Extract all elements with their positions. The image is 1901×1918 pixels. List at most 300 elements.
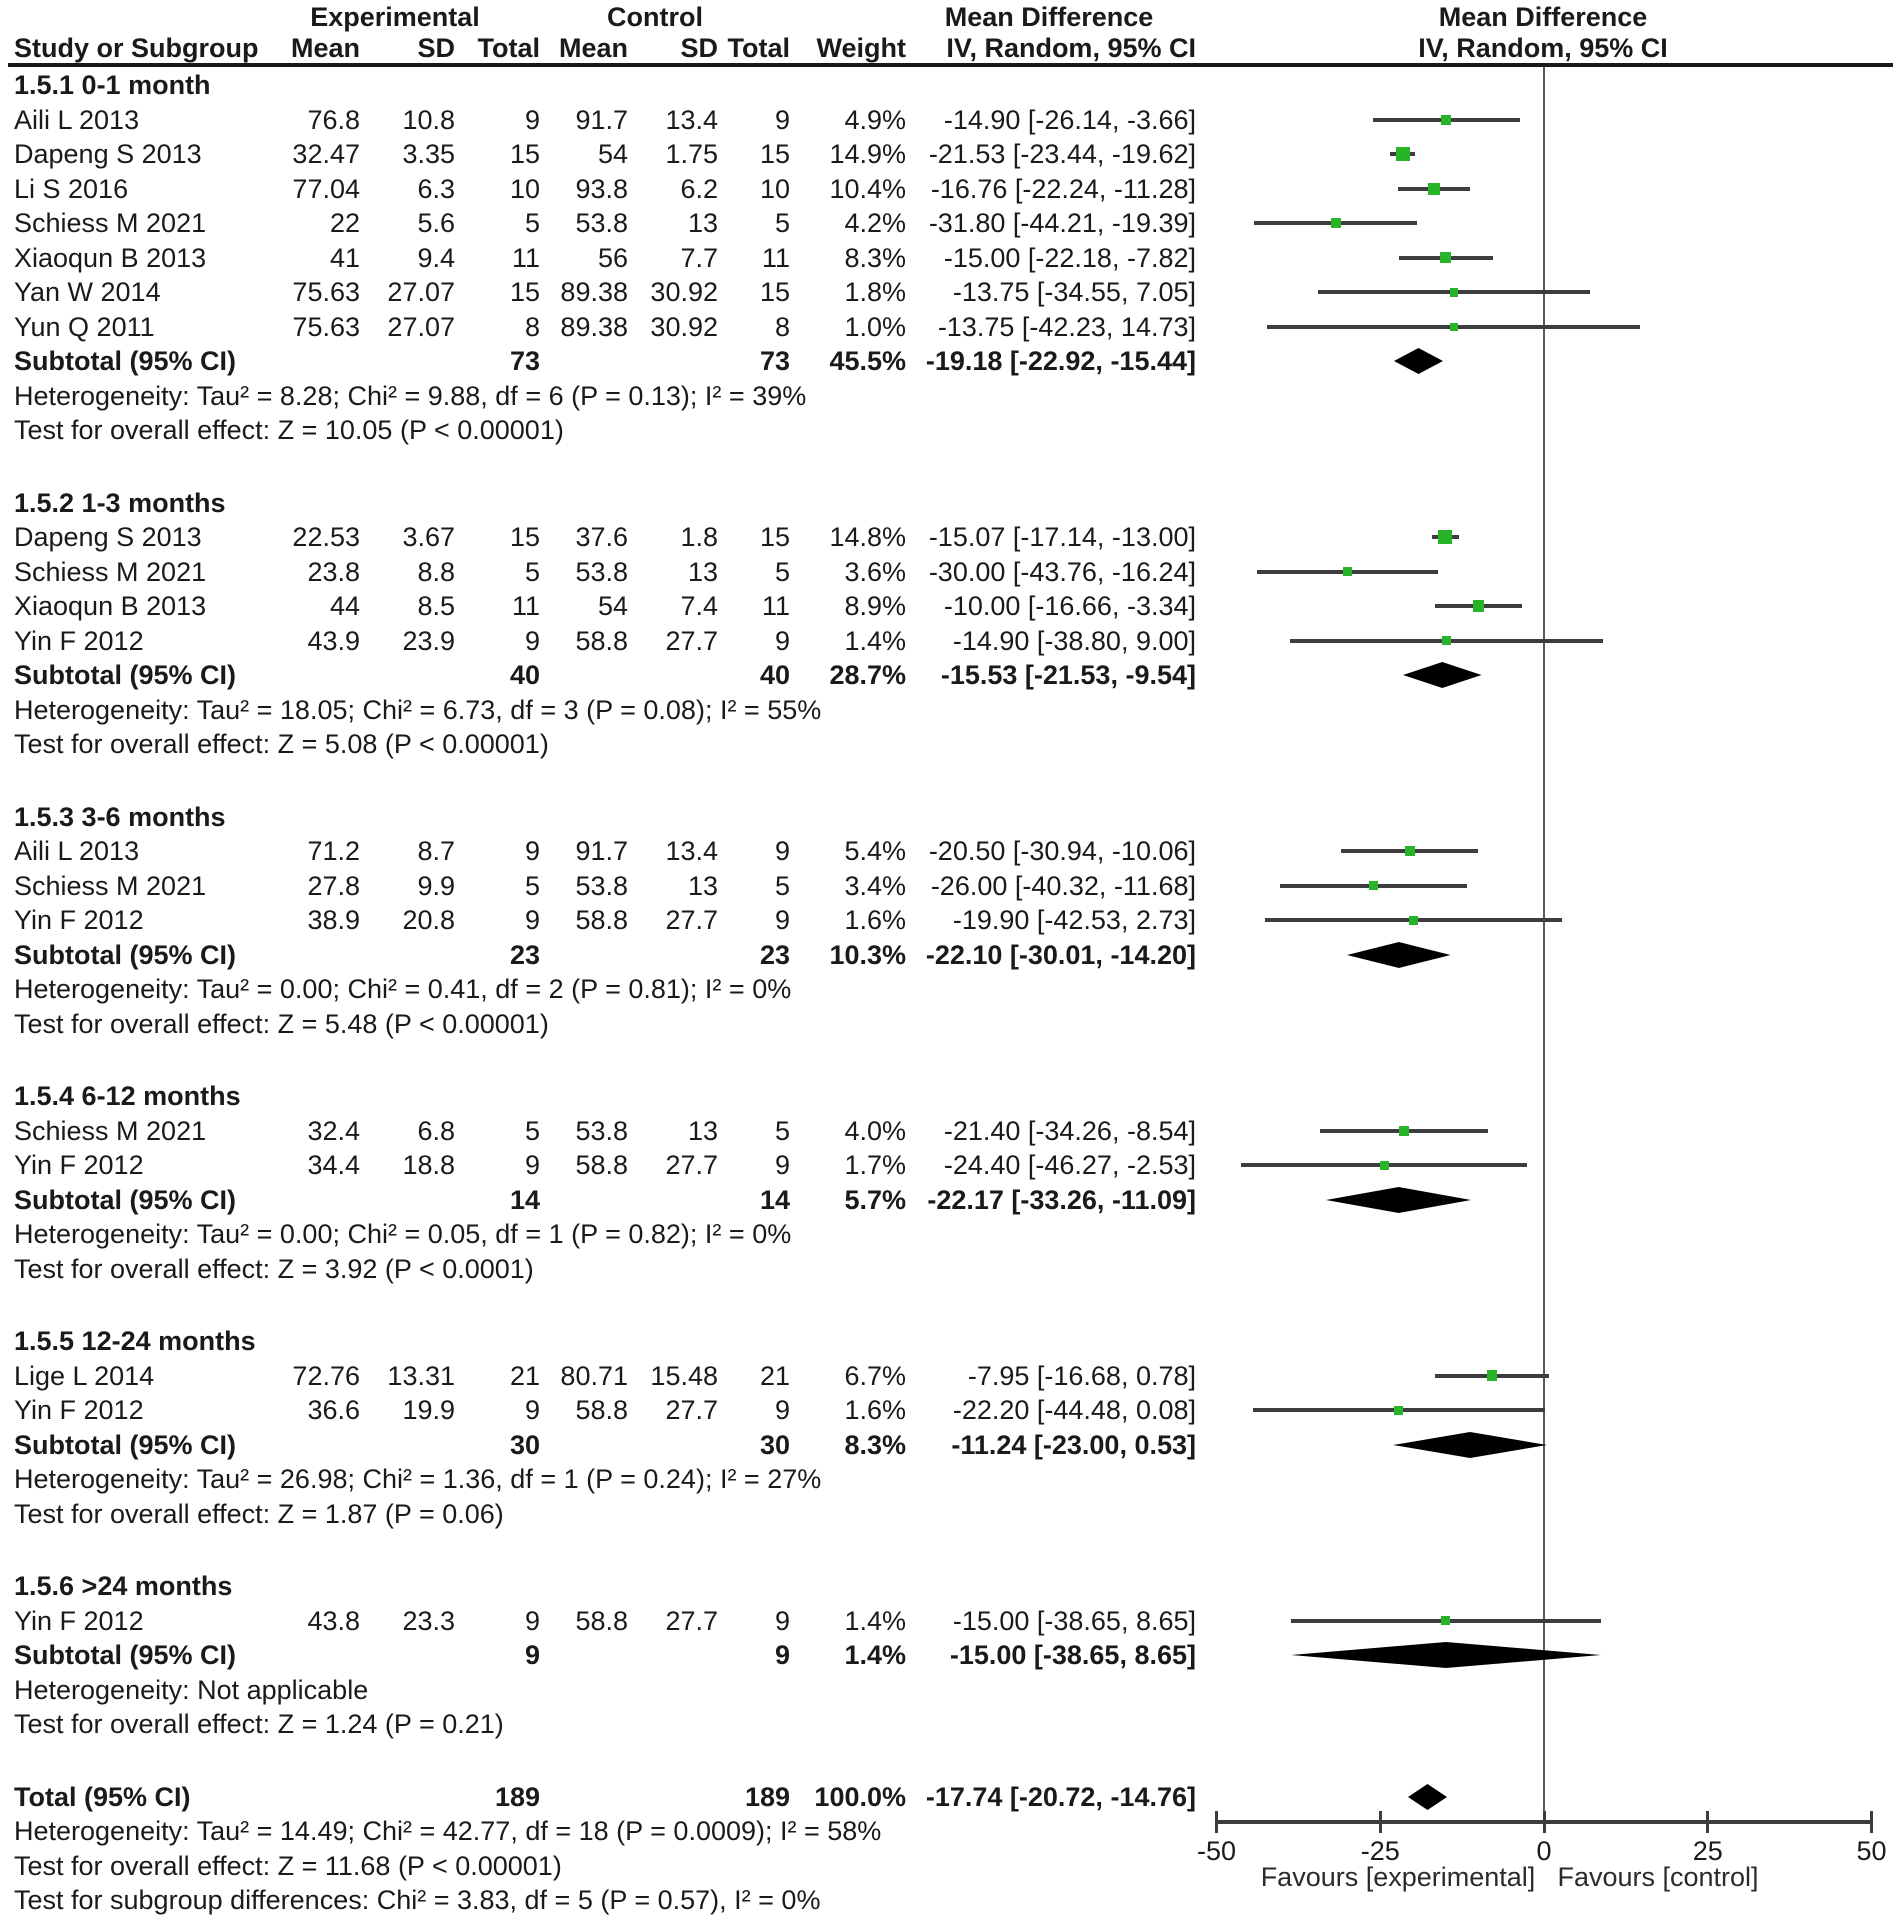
col-header-total-ctrl: Total bbox=[727, 33, 790, 63]
subgroup-heading: 1.5.2 1-3 months bbox=[14, 487, 226, 518]
mean-control: 58.8 bbox=[575, 625, 628, 656]
total-control: 5 bbox=[774, 556, 790, 587]
weight-value: 5.4% bbox=[844, 836, 906, 866]
sd-control: 30.92 bbox=[650, 311, 718, 342]
sd-control: 7.7 bbox=[680, 242, 718, 273]
study-name: Yin F 2012 bbox=[14, 1150, 144, 1180]
study-name: Yun Q 2011 bbox=[14, 311, 155, 342]
total-control: 21 bbox=[759, 1360, 790, 1391]
overall-effect-row bbox=[0, 727, 1901, 762]
mean-experimental: 22 bbox=[329, 208, 360, 238]
study-name: Yan W 2014 bbox=[14, 277, 161, 307]
study-name: Yin F 2012 bbox=[14, 1395, 144, 1425]
study-name: Yin F 2012 bbox=[14, 625, 144, 656]
weight-value: 4.9% bbox=[844, 104, 906, 135]
study-name: Schiess M 2021 bbox=[14, 1115, 207, 1146]
mean-control: 91.7 bbox=[575, 836, 628, 866]
weight-value: 3.6% bbox=[844, 556, 906, 587]
weight-value: 8.3% bbox=[844, 242, 906, 273]
heterogeneity-row bbox=[0, 693, 1901, 728]
total-control: 9 bbox=[774, 625, 790, 656]
total-experimental: 9 bbox=[524, 625, 540, 656]
x-axis-tick-label: -50 bbox=[1196, 1836, 1237, 1866]
overall-effect-text: Test for overall effect: Z = 1.24 (P = 0.21) bbox=[14, 1709, 504, 1739]
effect-marker bbox=[1369, 881, 1378, 890]
effect-marker bbox=[1405, 846, 1415, 856]
total-control: 9 bbox=[774, 1605, 790, 1636]
weight-value: 1.7% bbox=[844, 1150, 906, 1180]
total-experimental: 9 bbox=[524, 104, 540, 135]
mean-experimental: 71.2 bbox=[307, 836, 360, 866]
col-header-weight: Weight bbox=[816, 33, 906, 63]
heterogeneity-text: Heterogeneity: Tau² = 18.05; Chi² = 6.73, df = 3 (P = 0.08); I² = 55% bbox=[14, 694, 822, 725]
study-name: Schiess M 2021 bbox=[14, 870, 207, 901]
subtotal-weight: 1.4% bbox=[844, 1640, 906, 1670]
col-header-sd-exp: SD bbox=[417, 33, 455, 63]
effect-marker bbox=[1450, 323, 1458, 331]
sd-experimental: 8.5 bbox=[417, 591, 455, 621]
total-control: 15 bbox=[759, 277, 790, 307]
mean-control: 58.8 bbox=[575, 1150, 628, 1180]
sd-control: 6.2 bbox=[680, 173, 718, 204]
effect-marker bbox=[1442, 636, 1451, 645]
total-control: 5 bbox=[774, 208, 790, 238]
weight-value: 14.9% bbox=[829, 139, 906, 169]
x-axis-tick-label: -25 bbox=[1360, 1836, 1400, 1866]
subtotal-label: Subtotal (95% CI) bbox=[14, 1640, 237, 1670]
mean-control: 58.8 bbox=[575, 1605, 628, 1636]
ci-text: -13.75 [-34.55, 7.05] bbox=[952, 277, 1196, 307]
sd-experimental: 20.8 bbox=[402, 905, 455, 935]
subtotal-ci-text: -11.24 [-23.00, 0.53] bbox=[951, 1429, 1196, 1460]
favours-experimental-label: Favours [experimental] bbox=[1260, 1862, 1536, 1892]
col-group-mean-difference: Mean Difference bbox=[944, 2, 1154, 32]
total-control: 11 bbox=[761, 242, 790, 273]
subtotal-total-experimental: 73 bbox=[509, 346, 540, 376]
subgroup-heading: 1.5.4 6-12 months bbox=[14, 1081, 241, 1111]
study-row bbox=[0, 206, 1901, 241]
heterogeneity-row bbox=[0, 972, 1901, 1007]
total-experimental: 9 bbox=[524, 1395, 540, 1425]
mean-control: 53.8 bbox=[575, 556, 628, 587]
sd-control: 13 bbox=[687, 208, 718, 238]
ci-text: -21.53 [-23.44, -19.62] bbox=[928, 139, 1196, 169]
total-control: 11 bbox=[761, 591, 790, 621]
sd-experimental: 8.7 bbox=[417, 836, 455, 866]
sd-control: 27.7 bbox=[665, 1395, 718, 1425]
sd-experimental: 3.35 bbox=[402, 139, 455, 169]
mean-experimental: 23.8 bbox=[307, 556, 360, 587]
subtotal-ci-text: -22.17 [-33.26, -11.09] bbox=[927, 1184, 1196, 1215]
subgroup-heading: 1.5.6 >24 months bbox=[14, 1571, 233, 1601]
overall-effect-text: Test for overall effect: Z = 5.48 (P < 0.00001) bbox=[14, 1008, 549, 1039]
mean-experimental: 75.63 bbox=[292, 277, 360, 307]
sd-experimental: 8.8 bbox=[417, 556, 455, 587]
sd-control: 13 bbox=[687, 1115, 718, 1146]
study-name: Yin F 2012 bbox=[14, 1605, 144, 1636]
ci-text: -13.75 [-42.23, 14.73] bbox=[937, 311, 1196, 342]
header-columns-row bbox=[0, 31, 1901, 65]
total-experimental: 189 bbox=[494, 1781, 540, 1812]
mean-experimental: 75.63 bbox=[292, 311, 360, 342]
sd-experimental: 6.3 bbox=[417, 173, 455, 204]
study-name: Xiaoqun B 2013 bbox=[14, 591, 207, 621]
sd-control: 27.7 bbox=[665, 1150, 718, 1180]
sd-control: 13.4 bbox=[665, 104, 718, 135]
heterogeneity-row bbox=[0, 1217, 1901, 1252]
sd-experimental: 10.8 bbox=[402, 104, 455, 135]
subtotal-total-control: 40 bbox=[759, 660, 790, 690]
sd-experimental: 3.67 bbox=[402, 522, 455, 552]
total-overall-effect-text: Test for overall effect: Z = 11.68 (P < 0.00001) bbox=[14, 1850, 562, 1881]
effect-marker bbox=[1399, 1126, 1409, 1136]
subtotal-weight: 8.3% bbox=[844, 1429, 906, 1460]
study-row bbox=[0, 137, 1901, 172]
total-control: 9 bbox=[774, 905, 790, 935]
sd-experimental: 19.9 bbox=[402, 1395, 455, 1425]
ci-text: -10.00 [-16.66, -3.34] bbox=[943, 591, 1196, 621]
mean-control: 53.8 bbox=[575, 1115, 628, 1146]
subgroup-heading: 1.5.1 0-1 month bbox=[14, 70, 211, 100]
mean-control: 58.8 bbox=[575, 1395, 628, 1425]
sd-experimental: 13.31 bbox=[387, 1360, 455, 1391]
x-axis-tick-label: 50 bbox=[1856, 1836, 1887, 1866]
heterogeneity-row bbox=[0, 1673, 1901, 1708]
mean-control: 56 bbox=[597, 242, 628, 273]
mean-experimental: 27.8 bbox=[307, 870, 360, 901]
effect-marker bbox=[1440, 252, 1451, 263]
total-experimental: 15 bbox=[509, 522, 540, 552]
overall-effect-text: Test for overall effect: Z = 3.92 (P < 0.0001) bbox=[14, 1253, 534, 1284]
subgroup-heading-row bbox=[0, 1324, 1901, 1359]
study-name: Aili L 2013 bbox=[14, 836, 140, 866]
weight-value: 1.0% bbox=[844, 311, 906, 342]
heterogeneity-text: Heterogeneity: Tau² = 0.00; Chi² = 0.05, df = 1 (P = 0.82); I² = 0% bbox=[14, 1219, 792, 1249]
effect-marker bbox=[1450, 288, 1459, 297]
mean-control: 58.8 bbox=[575, 905, 628, 935]
effect-marker bbox=[1428, 183, 1440, 195]
ci-text: -26.00 [-40.32, -11.68] bbox=[930, 870, 1196, 901]
subtotal-weight: 10.3% bbox=[829, 939, 906, 970]
subtotal-label: Subtotal (95% CI) bbox=[14, 1184, 237, 1215]
x-axis-tick bbox=[1543, 1811, 1546, 1833]
ci-text: -31.80 [-44.21, -19.39] bbox=[928, 208, 1196, 238]
study-row bbox=[0, 520, 1901, 555]
total-experimental: 10 bbox=[509, 173, 540, 204]
ci-text: -7.95 [-16.68, 0.78] bbox=[967, 1360, 1196, 1391]
favours-control-label: Favours [control] bbox=[1557, 1862, 1759, 1892]
study-row bbox=[0, 834, 1901, 869]
mean-experimental: 32.47 bbox=[292, 139, 360, 169]
subtotal-ci-text: -15.53 [-21.53, -9.54] bbox=[940, 660, 1196, 690]
subtotal-total-control: 23 bbox=[759, 939, 790, 970]
overall-effect-row bbox=[0, 1007, 1901, 1042]
weight-value: 1.4% bbox=[844, 1605, 906, 1636]
overall-effect-row bbox=[0, 413, 1901, 448]
x-axis-tick-label: 25 bbox=[1692, 1836, 1723, 1866]
weight-value: 14.8% bbox=[829, 522, 906, 552]
total-experimental: 11 bbox=[511, 591, 540, 621]
sd-experimental: 5.6 bbox=[417, 208, 455, 238]
col-group-mean-difference-plot: Mean Difference bbox=[1438, 2, 1648, 32]
mean-control: 80.71 bbox=[560, 1360, 628, 1391]
sd-control: 13.4 bbox=[665, 836, 718, 866]
sd-experimental: 9.9 bbox=[417, 870, 455, 901]
col-header-sd-ctrl: SD bbox=[680, 33, 718, 63]
mean-experimental: 72.76 bbox=[292, 1360, 360, 1391]
sd-control: 1.75 bbox=[665, 139, 718, 169]
subtotal-diamond bbox=[1326, 1187, 1471, 1213]
study-row bbox=[0, 624, 1901, 659]
total-row bbox=[0, 1780, 1901, 1815]
total-control: 5 bbox=[774, 1115, 790, 1146]
sd-control: 13 bbox=[687, 556, 718, 587]
mean-experimental: 38.9 bbox=[307, 905, 360, 935]
heterogeneity-row bbox=[0, 379, 1901, 414]
x-axis-tick bbox=[1706, 1811, 1709, 1833]
heterogeneity-text: Heterogeneity: Tau² = 26.98; Chi² = 1.36, df = 1 (P = 0.24); I² = 27% bbox=[14, 1464, 822, 1494]
study-row bbox=[0, 275, 1901, 310]
effect-marker bbox=[1396, 147, 1410, 161]
mean-experimental: 41 bbox=[329, 242, 360, 273]
study-row bbox=[0, 1604, 1901, 1639]
subgroup-heading-row bbox=[0, 486, 1901, 521]
subtotal-label: Subtotal (95% CI) bbox=[14, 939, 237, 970]
heterogeneity-text: Heterogeneity: Not applicable bbox=[14, 1674, 369, 1705]
overall-effect-row bbox=[0, 1252, 1901, 1287]
ci-text: -21.40 [-34.26, -8.54] bbox=[943, 1115, 1196, 1146]
sd-control: 27.7 bbox=[665, 905, 718, 935]
subtotal-total-control: 30 bbox=[759, 1429, 790, 1460]
col-header-study: Study or Subgroup bbox=[14, 33, 259, 63]
total-ci-text: -17.74 [-20.72, -14.76] bbox=[925, 1781, 1196, 1812]
weight-value: 6.7% bbox=[844, 1360, 906, 1391]
effect-marker bbox=[1473, 600, 1485, 612]
total-experimental: 9 bbox=[524, 905, 540, 935]
ci-text: -24.40 [-46.27, -2.53] bbox=[943, 1150, 1196, 1180]
effect-marker bbox=[1343, 567, 1352, 576]
total-experimental: 5 bbox=[524, 1115, 540, 1146]
total-experimental: 9 bbox=[524, 836, 540, 866]
subgroup-heading-row bbox=[0, 800, 1901, 835]
subtotal-row bbox=[0, 938, 1901, 973]
weight-value: 1.6% bbox=[844, 1395, 906, 1425]
sd-control: 27.7 bbox=[665, 625, 718, 656]
subgroup-heading-row bbox=[0, 1569, 1901, 1604]
subtotal-total-control: 14 bbox=[759, 1184, 790, 1215]
mean-experimental: 43.8 bbox=[307, 1605, 360, 1636]
subgroup-heading-row bbox=[0, 1079, 1901, 1114]
study-name: Lige L 2014 bbox=[14, 1360, 155, 1391]
total-weight: 100.0% bbox=[814, 1781, 906, 1812]
weight-value: 1.4% bbox=[844, 625, 906, 656]
subtotal-row bbox=[0, 1428, 1901, 1463]
total-diamond bbox=[1408, 1784, 1447, 1810]
sd-experimental: 18.8 bbox=[402, 1150, 455, 1180]
sd-experimental: 9.4 bbox=[417, 242, 455, 273]
sd-control: 13 bbox=[687, 870, 718, 901]
total-experimental: 5 bbox=[524, 208, 540, 238]
subtotal-diamond bbox=[1403, 662, 1482, 688]
study-row bbox=[0, 172, 1901, 207]
study-name: Schiess M 2021 bbox=[14, 556, 207, 587]
ci-text: -15.00 [-22.18, -7.82] bbox=[943, 242, 1196, 273]
effect-marker bbox=[1394, 1406, 1403, 1415]
col-header-mean-ctrl: Mean bbox=[558, 33, 628, 63]
subtotal-row bbox=[0, 1183, 1901, 1218]
subtotal-total-experimental: 40 bbox=[509, 660, 540, 690]
subtotal-total-experimental: 30 bbox=[509, 1429, 540, 1460]
study-row bbox=[0, 1359, 1901, 1394]
total-control: 189 bbox=[744, 1781, 790, 1812]
subtotal-weight: 45.5% bbox=[829, 346, 906, 376]
weight-value: 1.6% bbox=[844, 905, 906, 935]
subtotal-ci-text: -19.18 [-22.92, -15.44] bbox=[925, 346, 1196, 376]
sd-control: 27.7 bbox=[665, 1605, 718, 1636]
subgroup-heading: 1.5.5 12-24 months bbox=[14, 1326, 256, 1356]
col-group-experimental: Experimental bbox=[310, 2, 480, 32]
total-label: Total (95% CI) bbox=[14, 1781, 191, 1812]
col-header-mean-exp: Mean bbox=[290, 33, 360, 63]
ci-text: -15.07 [-17.14, -13.00] bbox=[928, 522, 1196, 552]
subtotal-weight: 28.7% bbox=[829, 660, 906, 690]
study-row bbox=[0, 310, 1901, 345]
study-name: Yin F 2012 bbox=[14, 905, 144, 935]
total-experimental: 15 bbox=[509, 277, 540, 307]
mean-control: 53.8 bbox=[575, 208, 628, 238]
mean-control: 53.8 bbox=[575, 870, 628, 901]
x-axis-tick bbox=[1379, 1811, 1382, 1833]
sd-experimental: 27.07 bbox=[387, 277, 455, 307]
sd-control: 15.48 bbox=[650, 1360, 718, 1391]
study-row bbox=[0, 1393, 1901, 1428]
overall-effect-row bbox=[0, 1497, 1901, 1532]
total-experimental: 9 bbox=[524, 1605, 540, 1636]
ci-text: -30.00 [-43.76, -16.24] bbox=[928, 556, 1196, 587]
heterogeneity-text: Heterogeneity: Tau² = 0.00; Chi² = 0.41, df = 2 (P = 0.81); I² = 0% bbox=[14, 974, 792, 1004]
total-control: 15 bbox=[759, 139, 790, 169]
total-control: 9 bbox=[774, 1395, 790, 1425]
ci-text: -16.76 [-22.24, -11.28] bbox=[930, 173, 1196, 204]
study-row bbox=[0, 241, 1901, 276]
mean-experimental: 44 bbox=[329, 591, 360, 621]
mean-control: 89.38 bbox=[560, 277, 628, 307]
effect-marker bbox=[1409, 916, 1418, 925]
weight-value: 4.2% bbox=[844, 208, 906, 238]
subtotal-diamond bbox=[1291, 1642, 1601, 1668]
study-name: Xiaoqun B 2013 bbox=[14, 242, 207, 273]
ci-text: -22.20 [-44.48, 0.08] bbox=[952, 1395, 1196, 1425]
sd-control: 30.92 bbox=[650, 277, 718, 307]
sd-experimental: 27.07 bbox=[387, 311, 455, 342]
header-group-row bbox=[0, 0, 1901, 34]
effect-marker bbox=[1441, 1616, 1450, 1625]
ci-text: -19.90 [-42.53, 2.73] bbox=[952, 905, 1196, 935]
study-name: Dapeng S 2013 bbox=[14, 522, 202, 552]
total-heterogeneity-text: Heterogeneity: Tau² = 14.49; Chi² = 42.77, df = 18 (P = 0.0009); I² = 58% bbox=[14, 1816, 882, 1846]
study-row bbox=[0, 903, 1901, 938]
total-experimental: 9 bbox=[524, 1150, 540, 1180]
subtotal-row bbox=[0, 1638, 1901, 1673]
total-experimental: 5 bbox=[524, 556, 540, 587]
subtotal-row bbox=[0, 344, 1901, 379]
weight-value: 8.9% bbox=[844, 591, 906, 621]
study-name: Schiess M 2021 bbox=[14, 208, 207, 238]
subtotal-diamond bbox=[1347, 942, 1451, 968]
sd-experimental: 23.9 bbox=[402, 625, 455, 656]
study-name: Aili L 2013 bbox=[14, 104, 140, 135]
sd-control: 7.4 bbox=[680, 591, 718, 621]
overall-effect-text: Test for overall effect: Z = 10.05 (P < 0.00001) bbox=[14, 415, 564, 445]
subtotal-total-control: 9 bbox=[774, 1640, 790, 1670]
mean-control: 91.7 bbox=[575, 104, 628, 135]
effect-marker bbox=[1438, 530, 1452, 544]
subtotal-total-experimental: 14 bbox=[509, 1184, 540, 1215]
mean-control: 89.38 bbox=[560, 311, 628, 342]
mean-experimental: 77.04 bbox=[292, 173, 360, 204]
total-experimental: 21 bbox=[509, 1360, 540, 1391]
total-control: 9 bbox=[774, 836, 790, 866]
ci-text: -15.00 [-38.65, 8.65] bbox=[952, 1605, 1196, 1636]
overall-effect-row bbox=[0, 1707, 1901, 1742]
study-row bbox=[0, 1114, 1901, 1149]
effect-marker bbox=[1441, 115, 1451, 125]
heterogeneity-text: Heterogeneity: Tau² = 8.28; Chi² = 9.88, df = 6 (P = 0.13); I² = 39% bbox=[14, 380, 807, 411]
mean-control: 54 bbox=[597, 591, 628, 621]
total-experimental: 11 bbox=[511, 242, 540, 273]
study-row bbox=[0, 1148, 1901, 1183]
total-control: 9 bbox=[774, 104, 790, 135]
study-row bbox=[0, 103, 1901, 138]
total-control: 9 bbox=[774, 1150, 790, 1180]
subtotal-ci-text: -22.10 [-30.01, -14.20] bbox=[925, 939, 1196, 970]
mean-experimental: 36.6 bbox=[307, 1395, 360, 1425]
subtotal-total-control: 73 bbox=[759, 346, 790, 376]
weight-value: 3.4% bbox=[844, 870, 906, 901]
weight-value: 1.8% bbox=[844, 277, 906, 307]
subtotal-diamond bbox=[1394, 348, 1443, 374]
overall-effect-text: Test for overall effect: Z = 1.87 (P = 0.06) bbox=[14, 1498, 504, 1529]
total-control: 8 bbox=[774, 311, 790, 342]
sd-experimental: 23.3 bbox=[402, 1605, 455, 1636]
effect-marker bbox=[1331, 218, 1341, 228]
col-header-iv-numeric: IV, Random, 95% CI bbox=[946, 33, 1196, 63]
study-row bbox=[0, 869, 1901, 904]
overall-effect-text: Test for overall effect: Z = 5.08 (P < 0.00001) bbox=[14, 729, 549, 759]
total-experimental: 5 bbox=[524, 870, 540, 901]
total-experimental: 8 bbox=[524, 311, 540, 342]
x-axis-tick-label: 0 bbox=[1536, 1836, 1552, 1866]
x-axis-tick bbox=[1870, 1811, 1873, 1833]
subtotal-diamond bbox=[1393, 1432, 1547, 1458]
subgroup-heading-row bbox=[0, 68, 1901, 103]
weight-value: 4.0% bbox=[844, 1115, 906, 1146]
subtotal-label: Subtotal (95% CI) bbox=[14, 1429, 237, 1460]
subtotal-total-experimental: 23 bbox=[509, 939, 540, 970]
total-experimental: 15 bbox=[509, 139, 540, 169]
mean-control: 93.8 bbox=[575, 173, 628, 204]
mean-experimental: 34.4 bbox=[307, 1150, 360, 1180]
col-group-control: Control bbox=[607, 2, 703, 32]
subgroup-heading: 1.5.3 3-6 months bbox=[14, 801, 226, 832]
mean-control: 54 bbox=[597, 139, 628, 169]
effect-marker bbox=[1487, 1370, 1498, 1381]
subtotal-label: Subtotal (95% CI) bbox=[14, 346, 237, 376]
mean-experimental: 32.4 bbox=[307, 1115, 360, 1146]
x-axis-tick bbox=[1215, 1811, 1218, 1833]
mean-control: 37.6 bbox=[575, 522, 628, 552]
effect-marker bbox=[1380, 1161, 1389, 1170]
